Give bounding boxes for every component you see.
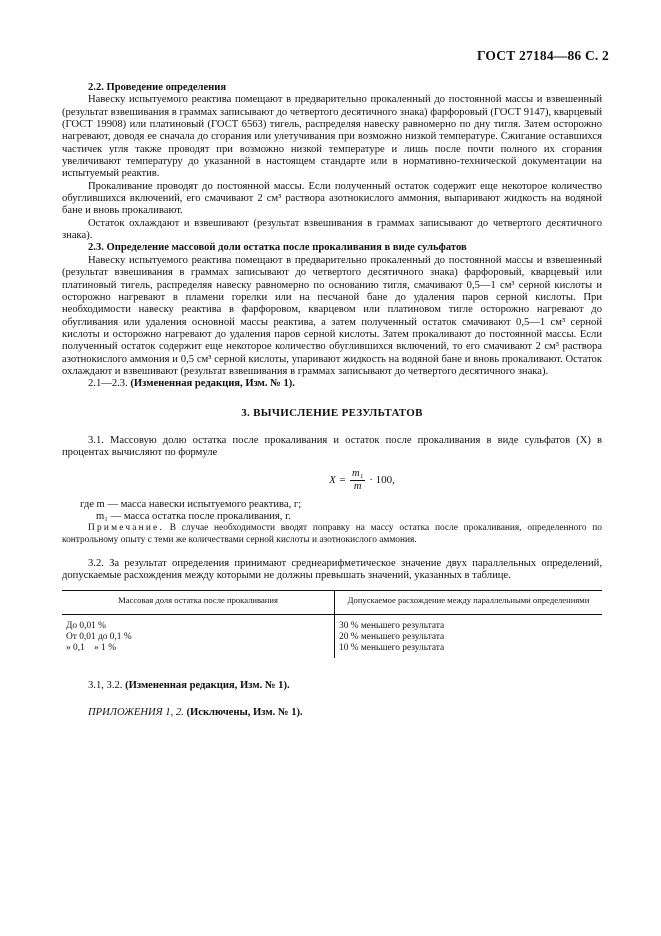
table-row	[62, 632, 602, 643]
note	[62, 523, 602, 545]
amendment-note-2	[62, 680, 602, 692]
tolerance-table	[62, 590, 602, 658]
section-2-2-paragraph-3: Остаток охлаждают и взвешивают (результат взвешивания в граммах записывают до четвертого десятичного знака).	[62, 217, 602, 242]
section-3-title: 3. ВЫЧИСЛЕНИЕ РЕЗУЛЬТАТОВ	[241, 406, 423, 419]
table-header-col1: Массовая доля остатка после прокаливания	[62, 591, 335, 615]
amendment-ref: 2.1—2.3.	[88, 378, 128, 390]
section-2-2-title: 2.2. Проведение определения	[88, 82, 227, 93]
section-2-2-paragraph-2: Прокаливание проводят до постоянной массы. Если полученный остаток содержит еще некоторое количество обуглившихся включений, его смачивают 2 см³ раствора азотнокислого аммония, выпаривают жидкость на водяной бане и вновь прокаливают.	[62, 180, 602, 217]
note-text: В случае необходимости вводят поправку на массу остатка после прокаливания, определенного по контрольному опыту с теми же количествами серной кислоты и азотнокислого аммония.	[62, 523, 602, 545]
table-cell-tolerance: 30 % меньшего результата	[339, 621, 445, 632]
section-3-2-paragraph: 3.2. За результат определения принимают среднеарифметическое значение двух параллельных определений, допускаемые расхождения между которыми не должны превышать значений, указанных в таблице.	[62, 557, 602, 582]
table-cell-tolerance: 20 % меньшего результата	[339, 632, 445, 643]
appendix-label: ПРИЛОЖЕНИЯ 1, 2.	[88, 706, 184, 718]
section-2-3-paragraph: Навеску испытуемого реактива помещают в предварительно прокаленный до постоянной массы и взвешенный (результат взвешивания в граммах записывают до четвертого десятичного знака) фарфоровый, кварцевый или платиновый тигель, распределяя навеску равномерно по основанию тигля, смачивают 0,5—1 см³ серной кислоты и осторожно нагревают в пламени горелки или на песчаной бане до удаления паров серной кислоты. При необходимости навеску реактива в фарфоровом, кварцевом или платиновом тигле осторожно нагревают до обугливания или удаления основной массы реактива, а затем полученный остаток смачивают 0,5—1 см³ серной кислоты и осторожно нагревают до удаления паров серной кислоты. Затем прокаливают до постоянной массы. Если полученный остаток содержит еще некоторое количество обуглившихся включений, то его смачивают 2 см³ раствора азотнокислого аммония и 0,5 см³ серной кислоты, упаривают жидкость на водяной бане и вновь прокаливают. Остаток охлаждают и взвешивают (результат взвешивания в граммах записывают до четвертого десятичного знака).	[62, 254, 602, 377]
table-cell-tolerance: 10 % меньшего результата	[339, 643, 445, 654]
formula-numerator: m₁	[352, 467, 364, 479]
page-header: ГОСТ 27184—86 С. 2	[476, 48, 609, 63]
appendix-note	[62, 707, 602, 719]
formula-denominator: m	[353, 480, 362, 492]
section-2-2-paragraph-1: Навеску испытуемого реактива помещают в предварительно прокаленный до постоянной массы и взвешенный (результат взвешивания в граммах записывают до четвертого десятичного знака) фарфоровый (ГОСТ 9147), кварцевый (ГОСТ 19908) или платиновый (ГОСТ 6563) тигель, распределяя навеску равномерно по дну тигля. Затем осторожно нагревают, доводя ее сначала до сгорания или улетучивания при возможно низкой температуре. Сжигание оставшихся частичек угля также проводят при возможно низкой температуре и лишь после почти полного их сгорания увеличивают температуру до указанной в настоящем стандарте или в нормативно-технической документации на испытуемый реактив.	[62, 94, 602, 180]
section-3-1-paragraph: 3.1. Массовую долю остатка после прокаливания и остаток после прокаливания в виде сульфатов (X) в процентах вычисляют по формуле	[62, 434, 602, 459]
appendix-text: (Исключены, Изм. № 1).	[186, 706, 303, 718]
table-cell-range: » 0,1 » 1 %	[62, 643, 335, 658]
table-header-col2: Допускаемое расхождение между параллельными определениями	[335, 591, 603, 615]
legend-m1: m₁ — масса остатка после прокаливания, г.	[96, 510, 291, 522]
formula	[122, 468, 602, 493]
formula-lhs: X =	[329, 473, 346, 486]
formula-legend	[62, 499, 602, 524]
amendment-text: (Измененная редакция, Изм. № 1).	[130, 378, 295, 390]
section-2-3-title: 2.3. Определение массовой доли остатка после прокаливания в виде сульфатов	[88, 242, 467, 254]
table-row	[62, 615, 602, 633]
table-cell-range: До 0,01 %	[62, 615, 335, 633]
table-row	[62, 643, 602, 658]
legend-m: где m — масса навески испытуемого реактива, г;	[80, 498, 302, 510]
amendment-note-1	[62, 378, 602, 390]
amendment-text: (Измененная редакция, Изм. № 1).	[125, 680, 290, 692]
amendment-ref: 3.1, 3.2.	[88, 680, 123, 692]
table-header-row	[62, 591, 602, 615]
formula-tail: · 100,	[369, 473, 395, 486]
note-label: Примечание.	[88, 523, 164, 534]
table-cell-range: От 0,01 до 0,1 %	[62, 632, 335, 643]
formula-fraction	[350, 468, 365, 493]
document-body	[62, 82, 602, 719]
